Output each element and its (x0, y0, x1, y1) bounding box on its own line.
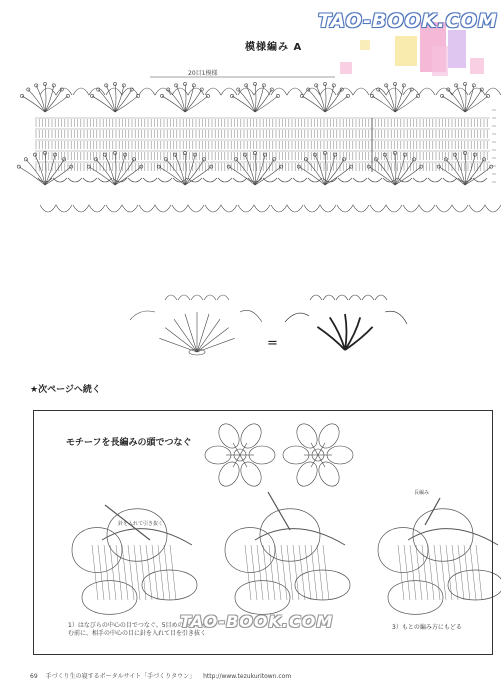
dc-label: 長編み (414, 490, 430, 496)
repeat-label: 20目1模様 (188, 70, 218, 77)
motif-diagram-right (285, 295, 407, 350)
footer-url[interactable]: http://www.tezukuritown.com (203, 673, 292, 680)
watermark-top: TAO-BOOK.COM (318, 10, 498, 32)
needle-label: 針を入れて引き抜く (118, 521, 164, 527)
page-number: 69 (30, 673, 38, 680)
step-3-text: 3）もとの編み方にもどる (392, 624, 462, 631)
pattern-title: 模様編み A (245, 42, 303, 53)
equals-sign: = (267, 336, 278, 351)
continued-note: ★次ページへ続く (30, 385, 101, 395)
crochet-chart-pattern-a (17, 77, 501, 212)
page-footer (30, 671, 297, 680)
motif-diagram-left (130, 295, 262, 355)
footer-site-text: 手づくり生の寝するポータルサイト「手づくりタウン」 (45, 673, 196, 680)
motif-box-title: モチーフを長編みの頭でつなぐ (66, 438, 192, 448)
watermark-bottom: TAO-BOOK.COM (180, 612, 334, 631)
step-1-text: 1）はなびらの中心の目でつなぐ。5目めの長編みを編む前に、相手の中心の目に針を入れて目を引き抜く (68, 622, 214, 637)
